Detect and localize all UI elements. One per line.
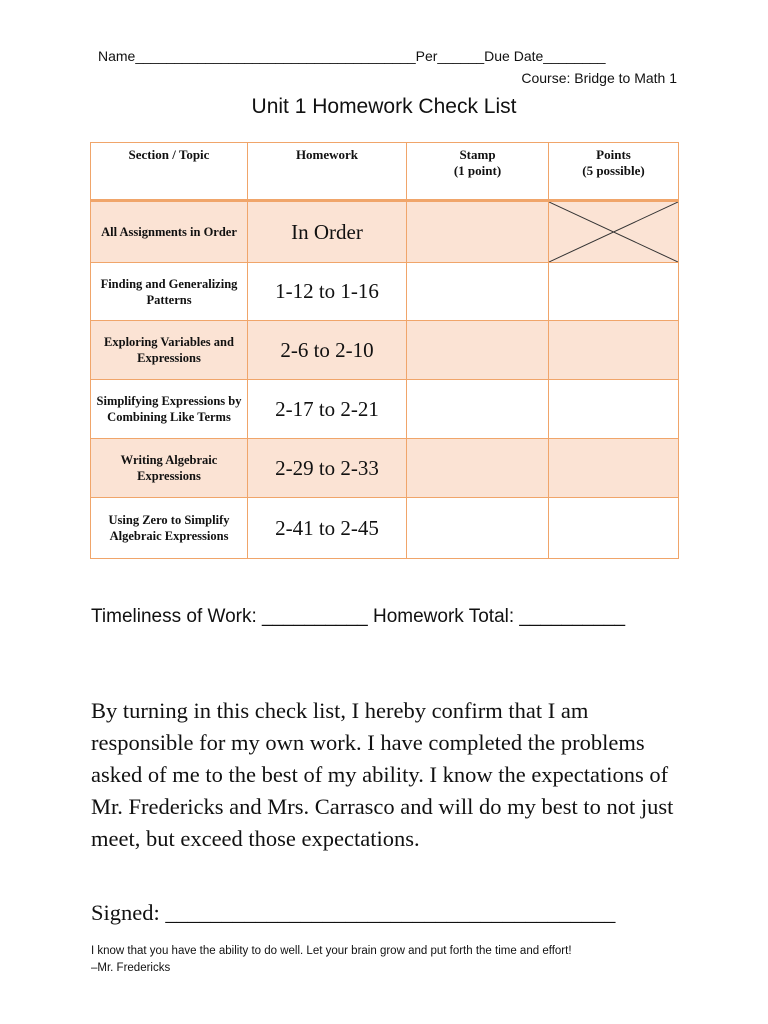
page-title: Unit 1 Homework Check List — [251, 95, 517, 118]
header-homework: Homework — [248, 143, 407, 201]
table-row — [91, 439, 679, 498]
table-row — [91, 321, 679, 380]
stamp-cell[interactable] — [407, 263, 549, 321]
pledge-statement: By turning in this check list, I hereby confirm that I am responsible for my own work. I have completed the problems asked of me to the best of my ability. I know the expectations of Mr. Fredericks and Mrs. Carrasco and will do my best to not just meet, but exceed those expectations. — [91, 698, 674, 851]
homework-cell: 2-29 to 2-33 — [248, 439, 407, 498]
homework-cell: In Order — [248, 201, 407, 263]
points-cell[interactable] — [549, 263, 679, 321]
topic-cell: Finding and Generalizing Patterns — [91, 263, 248, 321]
points-cell[interactable] — [549, 439, 679, 498]
homework-cell: 1-12 to 1-16 — [248, 263, 407, 321]
header-points — [549, 143, 679, 201]
header-stamp-points: (1 point) — [453, 163, 502, 178]
topic-cell: All Assignments in Order — [91, 201, 248, 263]
teacher-quote — [91, 943, 572, 977]
homework-cell: 2-41 to 2-45 — [248, 498, 407, 559]
stamp-cell[interactable] — [407, 321, 549, 380]
course-label: Course: Bridge to Math 1 — [521, 70, 677, 86]
table-row — [91, 380, 679, 439]
topic-cell: Exploring Variables and Expressions — [91, 321, 248, 380]
stamp-cell[interactable] — [407, 201, 549, 263]
header-points-label: Points — [596, 147, 631, 162]
cross-out-mark — [549, 202, 678, 262]
stamp-cell[interactable] — [407, 380, 549, 439]
table-row — [91, 498, 679, 559]
points-cell-crossed-out — [549, 201, 679, 263]
timeliness-and-total-line[interactable]: Timeliness of Work: __________ Homework Total: __________ — [91, 606, 626, 627]
header-section-topic: Section / Topic — [91, 143, 248, 201]
table-row — [91, 263, 679, 321]
table-row — [91, 201, 679, 263]
topic-cell: Using Zero to Simplify Algebraic Expressions — [91, 498, 248, 559]
points-cell[interactable] — [549, 321, 679, 380]
homework-checklist-table — [90, 142, 679, 559]
topic-cell: Simplifying Expressions by Combining Like Terms — [91, 380, 248, 439]
quote-attribution: –Mr. Fredericks — [91, 962, 171, 974]
name-period-due-date-line: Name____________________________________Per______Due Date________ — [98, 48, 606, 64]
points-cell[interactable] — [549, 380, 679, 439]
stamp-cell[interactable] — [407, 439, 549, 498]
points-cell[interactable] — [549, 498, 679, 559]
stamp-cell[interactable] — [407, 498, 549, 559]
header-points-possible: (5 possible) — [582, 163, 645, 178]
homework-cell: 2-6 to 2-10 — [248, 321, 407, 380]
header-stamp-label: Stamp — [459, 147, 496, 162]
topic-cell: Writing Algebraic Expressions — [91, 439, 248, 498]
homework-cell: 2-17 to 2-21 — [248, 380, 407, 439]
table-header-row — [91, 143, 679, 201]
signature-line[interactable]: Signed: ________________________________________ — [91, 900, 616, 925]
header-stamp — [407, 143, 549, 201]
quote-text: I know that you have the ability to do well. Let your brain grow and put forth the time and effort! — [91, 945, 572, 957]
